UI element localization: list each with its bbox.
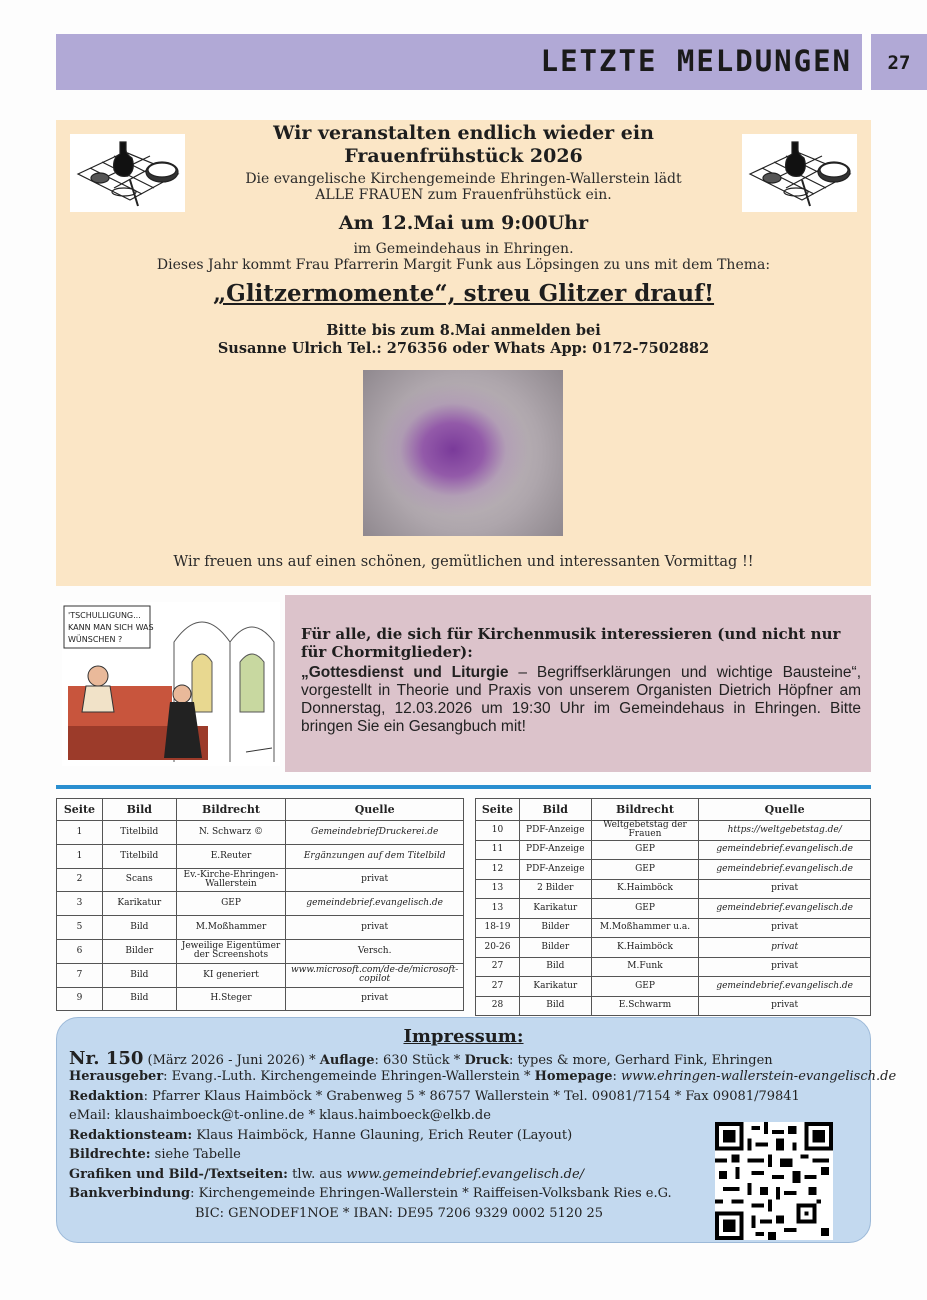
table-row: 13 2 Bilder K.Haimböck privat bbox=[476, 879, 871, 899]
music-body: „Gottesdienst und Liturgie – Begriffserklärungen und wichtige Bausteine“, vorgestellt in Theorie und Praxis von unserem Organisten Dietrich Höpfner am Donnerstag, 12.03.2026 um 19:30 Uhr im Gemeindehaus in Ehringen. Bitte bringen Sie ein Gesangbuch mit! bbox=[301, 664, 861, 735]
table-row: 20-26 Bilder K.Haimböck privat bbox=[476, 938, 871, 958]
speech-line-2: KANN MAN SICH WAS bbox=[68, 623, 154, 632]
bic-iban-line: BIC: GENODEF1NOE * IBAN: DE95 7206 9329 0002 5120 25 bbox=[195, 1205, 604, 1221]
table-header-row bbox=[57, 799, 464, 821]
church-music-notice bbox=[285, 595, 871, 772]
col-quelle: Quelle bbox=[286, 799, 464, 821]
col-bildrecht: Bildrecht bbox=[176, 799, 286, 821]
church-music-cartoon bbox=[62, 602, 280, 766]
event-location: im Gemeindehaus in Ehringen. Dieses Jahr kommt Frau Pfarrerin Margit Funk aus Löpsingen zu uns mit dem Thema: bbox=[156, 241, 771, 273]
table-row: 3 Karikatur GEP gemeindebrief.evangelisch.de bbox=[57, 892, 464, 916]
col-bildrecht: Bildrecht bbox=[591, 799, 699, 821]
section-title: LETZTE MELDUNGEN bbox=[540, 44, 852, 78]
divider bbox=[56, 785, 871, 789]
music-heading: Für alle, die sich für Kirchenmusik interessieren (und nicht nur für Chormitglieder): bbox=[301, 625, 841, 661]
bank-line: Bankverbindung: Kirchengemeinde Ehringen-Wallerstein * Raiffeisen-Volksbank Ries e.G. bbox=[69, 1186, 672, 1201]
event-date: Am 12.Mai um 9:00Uhr bbox=[338, 212, 589, 234]
section-header-bar bbox=[56, 34, 862, 90]
table-row: 6 Bilder Jeweilige Eigentümer der Screenshots Versch. bbox=[57, 939, 464, 963]
event-theme: „Glitzermomente“, streu Glitzer drauf! bbox=[212, 280, 715, 307]
breakfast-illustration-left bbox=[70, 134, 185, 212]
table-row: 27 Bild M.Funk privat bbox=[476, 957, 871, 977]
graphics-line: Grafiken und Bild-/Textseiten: tlw. aus www.gemeindebrief.evangelisch.de/ bbox=[69, 1166, 585, 1182]
col-bild: Bild bbox=[102, 799, 176, 821]
homepage-link[interactable]: www.ehringen-wallerstein-evangelisch.de bbox=[621, 1069, 897, 1084]
table-row: 1 Titelbild N. Schwarz © GemeindebriefDruckerei.de bbox=[57, 821, 464, 845]
rights-line: Bildrechte: siehe Tabelle bbox=[69, 1147, 241, 1162]
publisher-line: Herausgeber: Evang.-Luth. Kirchengemeinde Ehringen-Wallerstein * Homepage: www.ehringen-wallerstein-evangelisch.de bbox=[69, 1069, 897, 1084]
email-line: eMail: klaushaimboeck@t-online.de * klaus.haimboeck@elkb.de bbox=[69, 1108, 491, 1123]
table-header-row bbox=[476, 799, 871, 821]
page-number-box bbox=[871, 34, 927, 90]
col-seite: Seite bbox=[476, 799, 520, 821]
issue-line: Nr. 150 (März 2026 - Juni 2026) * Auflage: 630 Stück * Druck: types & more, Gerhard Fink, Ehringen bbox=[69, 1048, 773, 1069]
table-row: 11 PDF-Anzeige GEP gemeindebrief.evangelisch.de bbox=[476, 840, 871, 860]
table-row: 12 PDF-Anzeige GEP gemeindebrief.evangelisch.de bbox=[476, 860, 871, 880]
table-row: 28 Bild E.Schwarm privat bbox=[476, 996, 871, 1016]
table-row: 5 Bild M.Moßhammer privat bbox=[57, 916, 464, 940]
event-invitation: Die evangelische Kirchengemeinde Ehringen-Wallerstein lädt ALLE FRAUEN zum Frauenfrühstück ein. bbox=[245, 171, 682, 203]
impressum-title: Impressum: bbox=[403, 1026, 524, 1047]
event-closing-text: Wir freuen uns auf einen schönen, gemütlichen und interessanten Vormittag !! bbox=[173, 554, 754, 570]
team-line: Redaktionsteam: Klaus Haimböck, Hanne Glauning, Erich Reuter (Layout) bbox=[69, 1127, 573, 1143]
credits-table-left bbox=[56, 798, 464, 1011]
col-quelle: Quelle bbox=[699, 799, 871, 821]
gemeindebrief-link[interactable]: www.gemeindebrief.evangelisch.de/ bbox=[346, 1166, 585, 1182]
impressum-box bbox=[56, 1017, 897, 1243]
breakfast-illustration-right bbox=[742, 134, 857, 212]
col-bild: Bild bbox=[519, 799, 591, 821]
table-row: 10 PDF-Anzeige Weltgebetstag der Frauen https://weltgebetstag.de/ bbox=[476, 821, 871, 841]
table-row: 13 Karikatur GEP gemeindebrief.evangelisch.de bbox=[476, 899, 871, 919]
event-registration: Bitte bis zum 8.Mai anmelden bei Susanne Ulrich Tel.: 276356 oder Whats App: 0172-7502882 bbox=[217, 322, 710, 357]
editor-line: Redaktion: Pfarrer Klaus Haimböck * Grabenweg 5 * 86757 Wallerstein * Tel. 09081/7154 * Fax 09081/79841 bbox=[69, 1088, 800, 1104]
event-title: Wir veranstalten endlich wieder ein Frauenfrühstück 2026 bbox=[273, 122, 654, 167]
table-row: 7 Bild KI generiert www.microsoft.com/de-de/microsoft-copilot bbox=[57, 963, 464, 987]
page-number: 27 bbox=[887, 52, 911, 74]
credits-table-right bbox=[475, 798, 871, 1016]
speech-line-3: WÜNSCHEN ? bbox=[68, 635, 123, 644]
table-row: 27 Karikatur GEP gemeindebrief.evangelisch.de bbox=[476, 977, 871, 997]
table-row: 2 Scans Ev.-Kirche-Ehringen-Wallerstein privat bbox=[57, 868, 464, 892]
speech-line-1: 'TSCHULLIGUNG... bbox=[68, 611, 141, 620]
breakfast-announcement bbox=[56, 120, 871, 586]
qr-code[interactable] bbox=[715, 1122, 833, 1240]
glitter-photo bbox=[363, 370, 563, 536]
table-row: 9 Bild H.Steger privat bbox=[57, 987, 464, 1011]
table-row: 18-19 Bilder M.Moßhammer u.a. privat bbox=[476, 918, 871, 938]
col-seite: Seite bbox=[57, 799, 103, 821]
table-row: 1 Titelbild E.Reuter Ergänzungen auf dem Titelbild bbox=[57, 844, 464, 868]
